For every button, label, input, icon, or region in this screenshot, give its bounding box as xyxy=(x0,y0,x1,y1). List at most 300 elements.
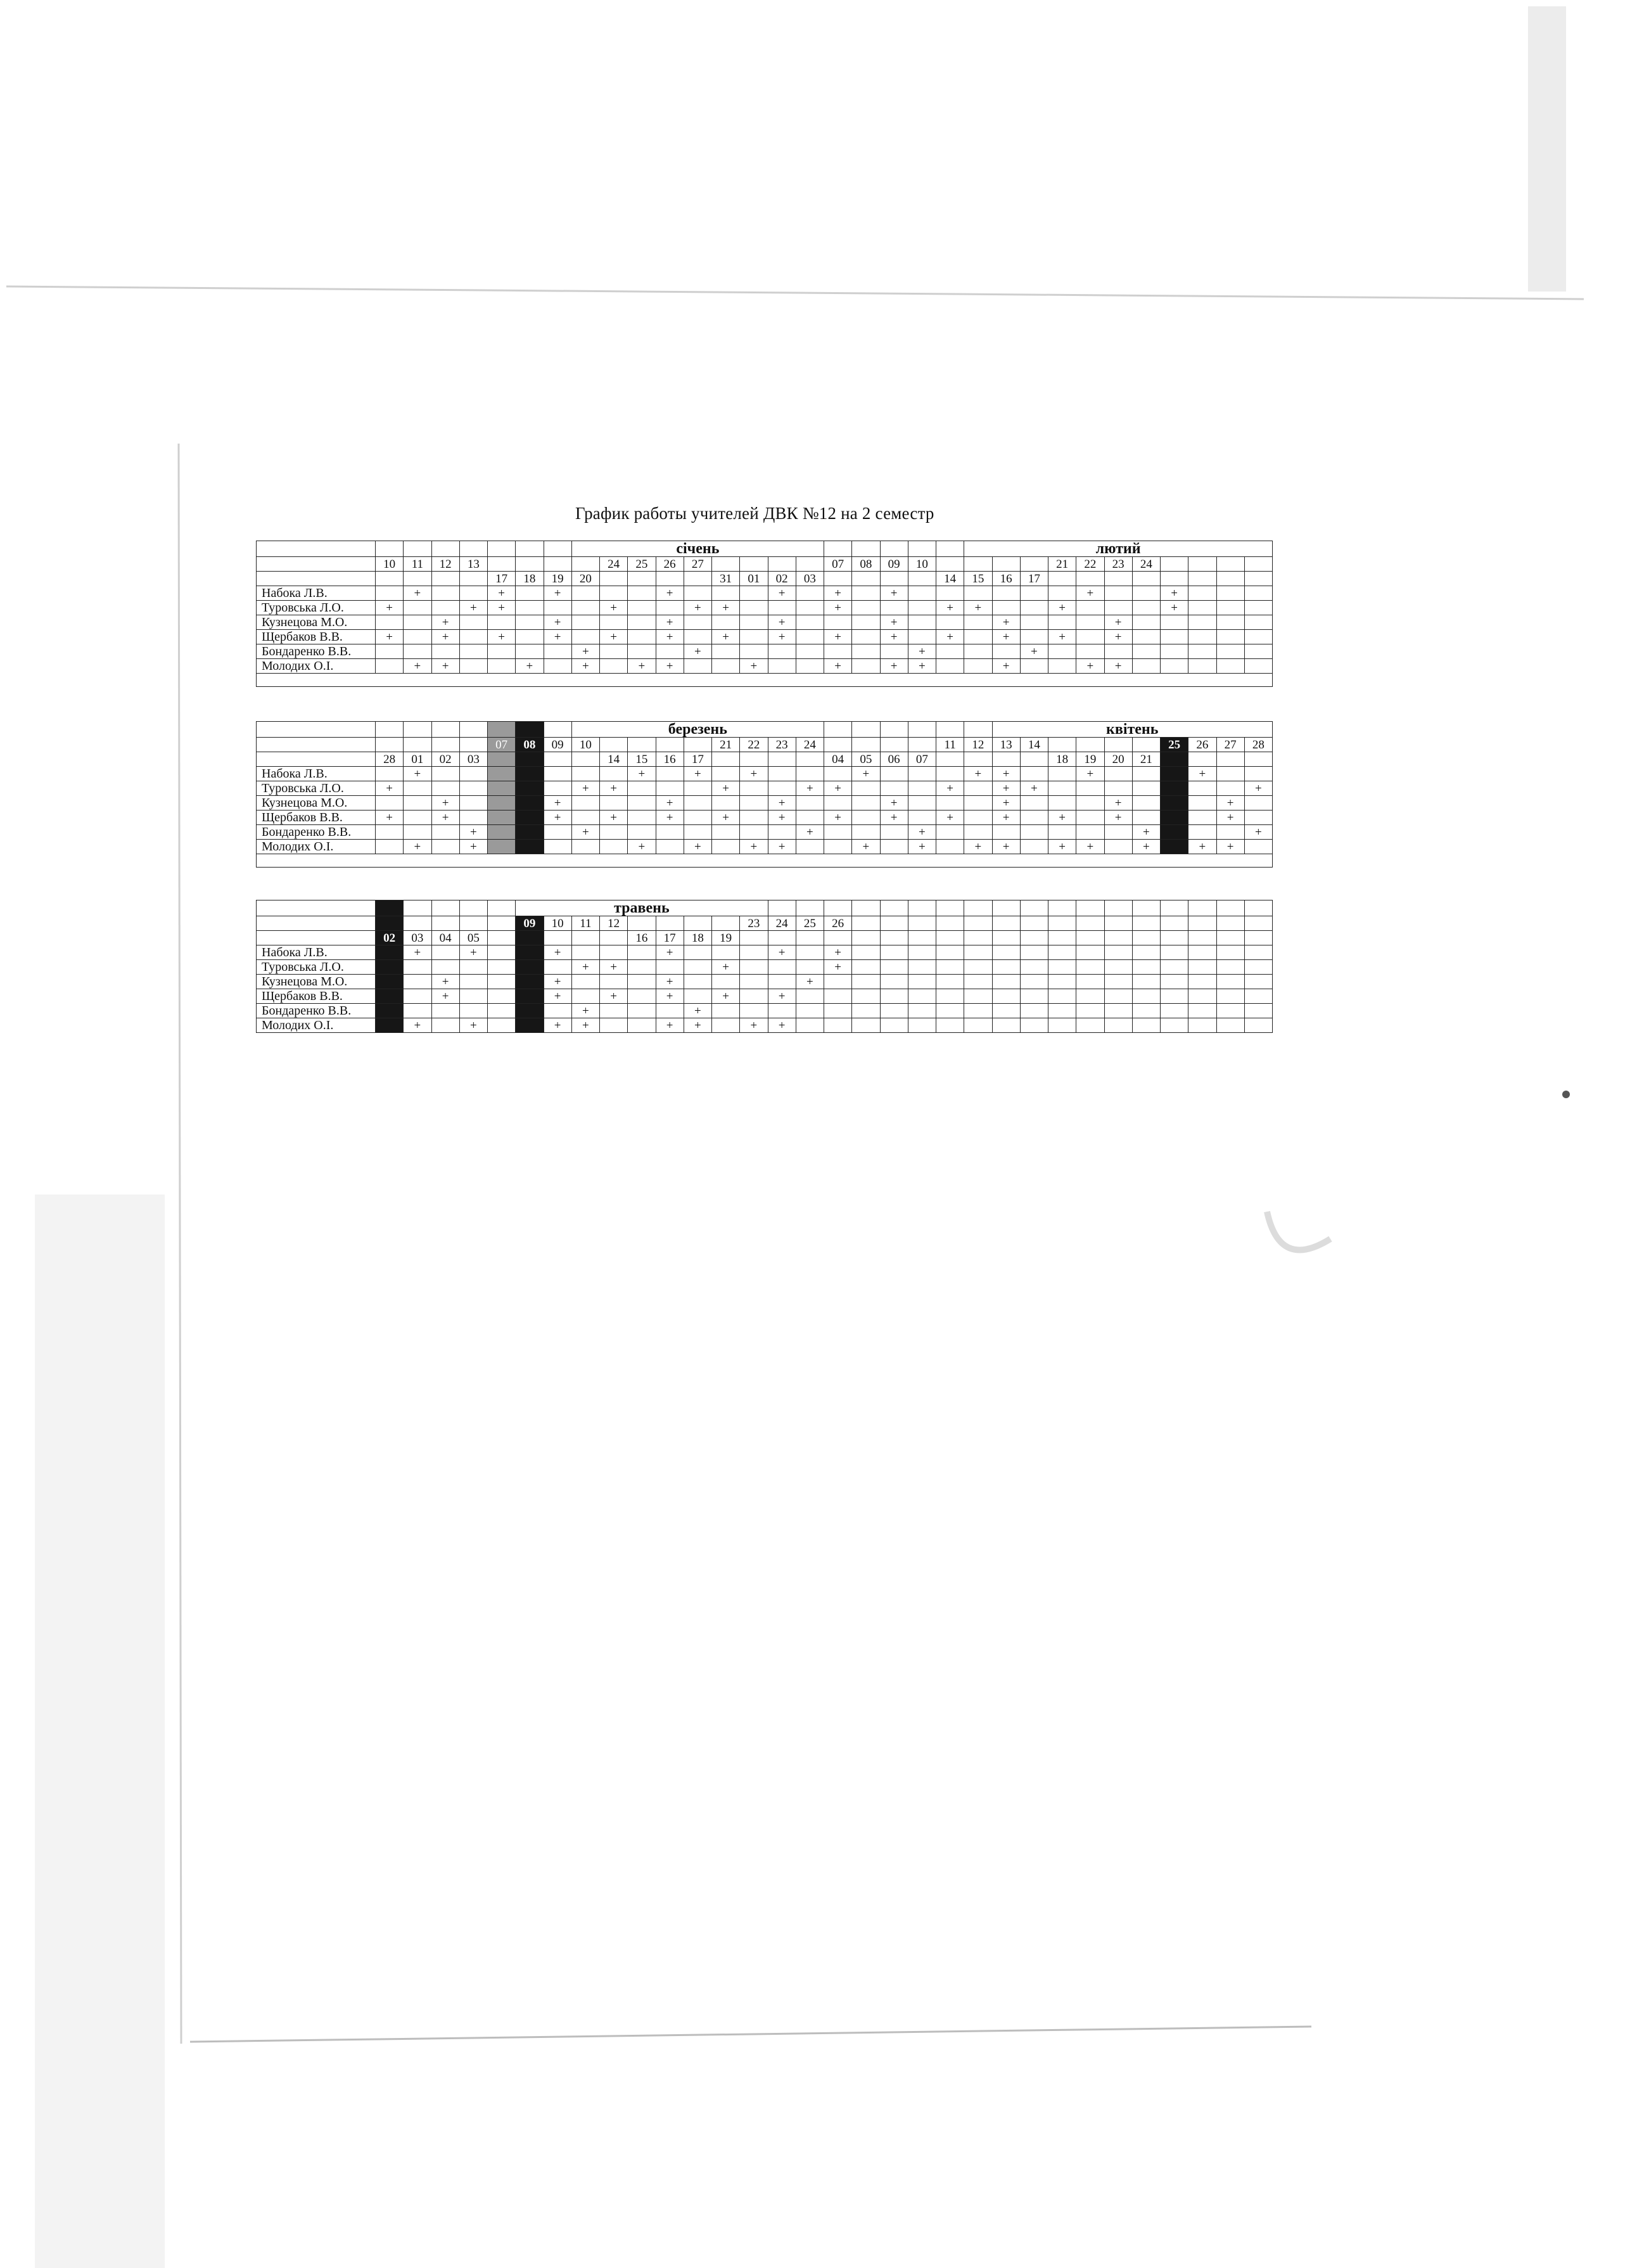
schedule-cell xyxy=(768,1004,796,1018)
schedule-cell xyxy=(1020,601,1048,615)
schedule-cell xyxy=(1216,601,1244,615)
schedule-cell xyxy=(571,945,599,960)
spacer-row xyxy=(257,674,1273,687)
schedule-cell xyxy=(600,945,628,960)
date-cell xyxy=(796,752,824,767)
schedule-cell xyxy=(880,825,908,840)
schedule-cell xyxy=(1216,1018,1244,1033)
date-cell: 27 xyxy=(684,557,711,572)
schedule-cell xyxy=(1161,630,1188,644)
work-mark: + xyxy=(768,615,796,630)
schedule-cell xyxy=(516,615,544,630)
date-cell xyxy=(1020,931,1048,945)
schedule-cell xyxy=(1076,975,1104,989)
work-mark: + xyxy=(1104,796,1132,810)
work-mark: + xyxy=(431,615,459,630)
schedule-cell xyxy=(459,975,487,989)
schedule-cell xyxy=(431,1018,459,1033)
work-mark: + xyxy=(459,601,487,615)
month-empty-cell xyxy=(796,900,824,916)
date-cell xyxy=(376,916,404,931)
schedule-cell xyxy=(376,1018,404,1033)
month-empty-cell xyxy=(459,541,487,557)
schedule-cell xyxy=(376,975,404,989)
date-cell xyxy=(684,916,711,931)
work-mark: + xyxy=(431,630,459,644)
schedule-cell xyxy=(376,1004,404,1018)
schedule-cell xyxy=(459,781,487,796)
schedule-cell xyxy=(908,781,936,796)
schedule-cell xyxy=(824,825,852,840)
schedule-cell xyxy=(1048,989,1076,1004)
schedule-cell xyxy=(852,989,880,1004)
work-mark: + xyxy=(656,1018,684,1033)
scan-shadow-left xyxy=(35,1195,165,2268)
date-cell xyxy=(1216,916,1244,931)
schedule-cell xyxy=(740,615,768,630)
date-cell: 17 xyxy=(656,931,684,945)
work-mark: + xyxy=(1244,781,1272,796)
schedule-cell xyxy=(1048,796,1076,810)
work-mark: + xyxy=(488,630,516,644)
date-cell xyxy=(740,752,768,767)
work-mark: + xyxy=(992,796,1020,810)
schedule-cell xyxy=(600,975,628,989)
schedule-cell xyxy=(488,615,516,630)
date-cell xyxy=(1076,931,1104,945)
work-mark: + xyxy=(544,989,571,1004)
date-cell: 03 xyxy=(796,572,824,586)
work-mark: + xyxy=(992,659,1020,674)
date-cell xyxy=(796,557,824,572)
schedule-cell xyxy=(796,840,824,854)
work-mark: + xyxy=(684,840,711,854)
schedule-cell xyxy=(628,825,656,840)
schedule-cell xyxy=(1104,989,1132,1004)
schedule-cell xyxy=(404,644,431,659)
date-cell xyxy=(600,572,628,586)
teacher-name: Молодих О.І. xyxy=(257,840,376,854)
date-cell xyxy=(796,931,824,945)
teacher-row xyxy=(257,615,1273,630)
schedule-cell xyxy=(1161,1004,1188,1018)
work-mark: + xyxy=(600,601,628,615)
date-cell xyxy=(488,931,516,945)
schedule-cell xyxy=(516,601,544,615)
schedule-cell xyxy=(1020,630,1048,644)
work-mark: + xyxy=(1216,840,1244,854)
schedule-cell xyxy=(1244,630,1272,644)
date-cell: 04 xyxy=(431,931,459,945)
work-mark: + xyxy=(404,945,431,960)
work-mark: + xyxy=(1216,796,1244,810)
date-cell: 10 xyxy=(376,557,404,572)
month-empty-cell xyxy=(431,722,459,738)
date-cell xyxy=(1216,572,1244,586)
work-mark: + xyxy=(712,601,740,615)
work-mark: + xyxy=(656,810,684,825)
schedule-cell xyxy=(488,945,516,960)
month-empty-cell xyxy=(1216,900,1244,916)
schedule-cell xyxy=(1020,810,1048,825)
teacher-row xyxy=(257,644,1273,659)
schedule-cell xyxy=(376,825,404,840)
schedule-cell xyxy=(516,825,544,840)
schedule-cell xyxy=(712,840,740,854)
schedule-cell xyxy=(908,615,936,630)
schedule-cell xyxy=(1104,825,1132,840)
work-mark: + xyxy=(712,630,740,644)
schedule-cell xyxy=(1020,945,1048,960)
date-row xyxy=(257,931,1273,945)
work-mark: + xyxy=(768,989,796,1004)
schedule-cell xyxy=(1020,825,1048,840)
work-mark: + xyxy=(768,796,796,810)
date-cell xyxy=(1244,752,1272,767)
schedule-cell xyxy=(1104,644,1132,659)
schedule-cell xyxy=(1188,659,1216,674)
month-empty-cell xyxy=(376,722,404,738)
schedule-cell xyxy=(936,840,964,854)
month-label: квітень xyxy=(992,722,1273,738)
schedule-cell xyxy=(1104,975,1132,989)
schedule-cell xyxy=(516,989,544,1004)
date-cell xyxy=(1104,738,1132,752)
month-empty-cell xyxy=(488,722,516,738)
date-cell xyxy=(404,916,431,931)
date-cell xyxy=(880,916,908,931)
date-cell: 23 xyxy=(768,738,796,752)
month-empty-cell xyxy=(431,541,459,557)
schedule-cell xyxy=(796,630,824,644)
schedule-cell xyxy=(1161,825,1188,840)
work-mark: + xyxy=(656,659,684,674)
schedule-cell xyxy=(796,659,824,674)
schedule-cell xyxy=(1244,810,1272,825)
work-mark: + xyxy=(880,586,908,601)
schedule-cell xyxy=(1244,975,1272,989)
schedule-cell xyxy=(740,796,768,810)
date-cell xyxy=(1048,572,1076,586)
date-row-label xyxy=(257,738,376,752)
schedule-cell xyxy=(796,796,824,810)
work-mark: + xyxy=(1244,825,1272,840)
work-mark: + xyxy=(404,586,431,601)
schedule-cell xyxy=(824,644,852,659)
date-cell: 26 xyxy=(1188,738,1216,752)
schedule-cell xyxy=(571,601,599,615)
schedule-cell xyxy=(796,945,824,960)
schedule-cell xyxy=(376,945,404,960)
schedule-cell xyxy=(376,586,404,601)
date-cell: 05 xyxy=(459,931,487,945)
schedule-cell xyxy=(1132,601,1160,615)
schedule-cell xyxy=(376,989,404,1004)
date-cell xyxy=(516,557,544,572)
schedule-cell xyxy=(459,586,487,601)
month-empty-cell xyxy=(908,900,936,916)
teacher-row xyxy=(257,630,1273,644)
work-mark: + xyxy=(880,796,908,810)
schedule-cell xyxy=(1244,1004,1272,1018)
date-cell: 26 xyxy=(656,557,684,572)
date-cell: 20 xyxy=(1104,752,1132,767)
schedule-cell xyxy=(992,644,1020,659)
date-cell xyxy=(824,572,852,586)
schedule-cell xyxy=(712,586,740,601)
schedule-cell xyxy=(908,975,936,989)
schedule-cell xyxy=(880,945,908,960)
date-cell xyxy=(488,752,516,767)
month-label: травень xyxy=(516,900,768,916)
schedule-cell xyxy=(852,615,880,630)
date-cell: 16 xyxy=(992,572,1020,586)
work-mark: + xyxy=(488,586,516,601)
teacher-name: Туровська Л.О. xyxy=(257,781,376,796)
month-empty-cell xyxy=(1161,900,1188,916)
schedule-cell xyxy=(628,810,656,825)
date-cell xyxy=(1132,931,1160,945)
schedule-cell xyxy=(992,945,1020,960)
schedule-cell xyxy=(1076,810,1104,825)
schedule-cell xyxy=(1161,989,1188,1004)
date-cell: 04 xyxy=(824,752,852,767)
teacher-name: Кузнецова М.О. xyxy=(257,796,376,810)
date-cell xyxy=(600,931,628,945)
work-mark: + xyxy=(964,840,992,854)
work-mark: + xyxy=(459,825,487,840)
schedule-cell xyxy=(796,1004,824,1018)
date-cell: 16 xyxy=(628,931,656,945)
work-mark: + xyxy=(404,659,431,674)
schedule-cell xyxy=(404,601,431,615)
work-mark: + xyxy=(404,1018,431,1033)
schedule-cell xyxy=(1188,945,1216,960)
schedule-cell xyxy=(796,1018,824,1033)
schedule-cell xyxy=(488,840,516,854)
schedule-cell xyxy=(1244,615,1272,630)
scan-dot xyxy=(1562,1091,1570,1098)
schedule-cell xyxy=(964,659,992,674)
schedule-cell xyxy=(431,960,459,975)
month-label: лютий xyxy=(964,541,1273,557)
work-mark: + xyxy=(571,1018,599,1033)
month-empty-cell xyxy=(824,722,852,738)
date-cell xyxy=(1020,916,1048,931)
work-mark: + xyxy=(712,989,740,1004)
schedule-cell xyxy=(656,960,684,975)
date-cell xyxy=(459,916,487,931)
date-cell xyxy=(1161,557,1188,572)
schedule-cell xyxy=(1076,630,1104,644)
work-mark: + xyxy=(964,767,992,781)
date-cell: 02 xyxy=(431,752,459,767)
schedule-cell xyxy=(880,1018,908,1033)
spacer-row xyxy=(257,854,1273,868)
date-cell xyxy=(628,572,656,586)
schedule-cell xyxy=(376,659,404,674)
date-row xyxy=(257,752,1273,767)
work-mark: + xyxy=(852,767,880,781)
schedule-cell xyxy=(1132,796,1160,810)
month-empty-cell xyxy=(488,541,516,557)
work-mark: + xyxy=(740,1018,768,1033)
month-empty-cell xyxy=(459,900,487,916)
date-row-label xyxy=(257,916,376,931)
work-mark: + xyxy=(992,781,1020,796)
work-mark: + xyxy=(656,630,684,644)
date-cell xyxy=(571,557,599,572)
schedule-cell xyxy=(1161,767,1188,781)
work-mark: + xyxy=(936,810,964,825)
schedule-cell xyxy=(1048,781,1076,796)
date-cell xyxy=(431,738,459,752)
work-mark: + xyxy=(1048,810,1076,825)
work-mark: + xyxy=(1020,644,1048,659)
schedule-cell xyxy=(1020,989,1048,1004)
work-mark: + xyxy=(376,810,404,825)
date-cell xyxy=(964,557,992,572)
schedule-cell xyxy=(1048,659,1076,674)
teacher-row xyxy=(257,659,1273,674)
schedule-cell xyxy=(1132,1004,1160,1018)
date-cell: 01 xyxy=(740,572,768,586)
month-empty-cell xyxy=(488,900,516,916)
schedule-cell xyxy=(1188,796,1216,810)
date-cell xyxy=(992,931,1020,945)
schedule-cell xyxy=(796,989,824,1004)
work-mark: + xyxy=(628,767,656,781)
schedule-cell xyxy=(571,840,599,854)
month-empty-cell xyxy=(544,722,571,738)
date-cell xyxy=(544,931,571,945)
schedule-cell xyxy=(1132,1018,1160,1033)
schedule-cell xyxy=(1020,586,1048,601)
date-cell xyxy=(684,738,711,752)
schedule-cell xyxy=(936,960,964,975)
schedule-cell xyxy=(936,796,964,810)
schedule-cell xyxy=(852,945,880,960)
work-mark: + xyxy=(908,659,936,674)
schedule-cell xyxy=(936,1004,964,1018)
schedule-cell xyxy=(684,659,711,674)
schedule-cell xyxy=(1161,659,1188,674)
date-cell: 24 xyxy=(600,557,628,572)
work-mark: + xyxy=(544,586,571,601)
schedule-cell xyxy=(1048,586,1076,601)
teacher-row xyxy=(257,586,1273,601)
date-cell: 03 xyxy=(459,752,487,767)
schedule-cell xyxy=(1076,960,1104,975)
schedule-cell xyxy=(908,810,936,825)
date-cell: 21 xyxy=(712,738,740,752)
date-cell: 24 xyxy=(796,738,824,752)
date-cell: 14 xyxy=(600,752,628,767)
corner-cell xyxy=(257,900,376,916)
schedule-cell xyxy=(908,1004,936,1018)
schedule-cell xyxy=(600,615,628,630)
work-mark: + xyxy=(768,840,796,854)
schedule-cell xyxy=(964,810,992,825)
schedule-cell xyxy=(376,644,404,659)
schedule-cell xyxy=(628,945,656,960)
date-cell xyxy=(656,572,684,586)
schedule-cell xyxy=(628,975,656,989)
schedule-cell xyxy=(459,1004,487,1018)
schedule-cell xyxy=(1161,1018,1188,1033)
date-cell: 27 xyxy=(1216,738,1244,752)
date-cell xyxy=(740,931,768,945)
schedule-cell xyxy=(684,960,711,975)
schedule-cell xyxy=(404,615,431,630)
work-mark: + xyxy=(824,586,852,601)
month-empty-cell xyxy=(516,722,544,738)
schedule-cell xyxy=(1244,586,1272,601)
schedule-cell xyxy=(1048,825,1076,840)
date-cell xyxy=(768,557,796,572)
schedule-cell xyxy=(908,945,936,960)
schedule-cell xyxy=(544,781,571,796)
date-cell: 15 xyxy=(628,752,656,767)
work-mark: + xyxy=(1161,601,1188,615)
schedule-cell xyxy=(936,659,964,674)
schedule-cell xyxy=(1188,960,1216,975)
schedule-cell xyxy=(1048,960,1076,975)
teacher-row xyxy=(257,960,1273,975)
schedule-cell xyxy=(1076,781,1104,796)
schedule-cell xyxy=(628,989,656,1004)
date-cell: 10 xyxy=(908,557,936,572)
month-empty-cell xyxy=(1104,900,1132,916)
date-cell xyxy=(1161,916,1188,931)
schedule-cell xyxy=(1216,644,1244,659)
schedule-cell xyxy=(964,644,992,659)
schedule-block-mar-apr xyxy=(256,721,1273,868)
date-cell: 17 xyxy=(488,572,516,586)
schedule-cell xyxy=(908,586,936,601)
work-mark: + xyxy=(600,630,628,644)
schedule-cell xyxy=(992,989,1020,1004)
work-mark: + xyxy=(544,975,571,989)
work-mark: + xyxy=(768,1018,796,1033)
date-cell: 25 xyxy=(796,916,824,931)
work-mark: + xyxy=(488,601,516,615)
month-empty-cell xyxy=(852,900,880,916)
schedule-cell xyxy=(992,601,1020,615)
work-mark: + xyxy=(992,615,1020,630)
schedule-cell xyxy=(404,1004,431,1018)
schedule-cell xyxy=(936,644,964,659)
teacher-name: Щербаков В.В. xyxy=(257,989,376,1004)
schedule-cell xyxy=(376,840,404,854)
date-cell xyxy=(1188,931,1216,945)
month-empty-cell xyxy=(1132,900,1160,916)
schedule-cell xyxy=(1020,796,1048,810)
date-cell xyxy=(1244,931,1272,945)
schedule-cell xyxy=(628,644,656,659)
date-cell xyxy=(1048,916,1076,931)
date-cell xyxy=(1216,931,1244,945)
schedule-cell xyxy=(796,810,824,825)
schedule-cell xyxy=(1244,601,1272,615)
work-mark: + xyxy=(431,975,459,989)
schedule-cell xyxy=(936,825,964,840)
schedule-cell xyxy=(656,1004,684,1018)
work-mark: + xyxy=(824,945,852,960)
schedule-cell xyxy=(880,1004,908,1018)
schedule-cell xyxy=(404,960,431,975)
schedule-cell xyxy=(796,586,824,601)
